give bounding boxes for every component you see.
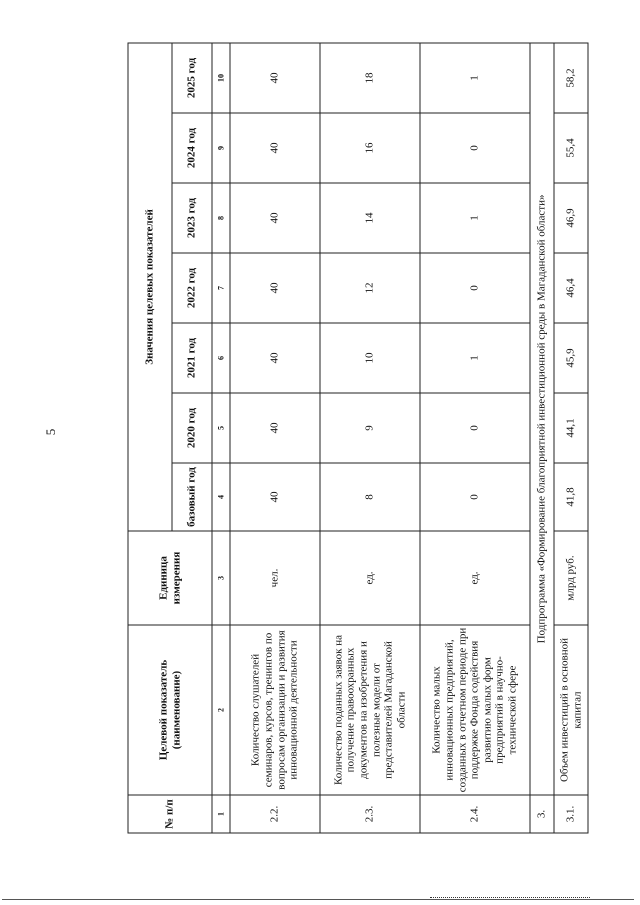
- index-cell: 9: [212, 113, 230, 183]
- row-value: 55,4: [554, 113, 588, 183]
- table-row: [554, 42, 588, 832]
- row-value: 40: [230, 393, 320, 463]
- row-indicator-name: Количество поданных заявок на получение правоохранных документов на изобретения и полезные модели от представителей Магаданской области: [320, 625, 420, 795]
- row-unit: ед.: [320, 531, 420, 625]
- header-year-2021: 2021 год: [172, 323, 212, 393]
- row-value: 41,8: [554, 463, 588, 531]
- index-row: [212, 42, 230, 832]
- row-value: 0: [420, 393, 530, 463]
- header-year-2020: 2020 год: [172, 393, 212, 463]
- index-cell: 2: [212, 625, 230, 795]
- row-unit: чел.: [230, 531, 320, 625]
- row-value: 40: [230, 253, 320, 323]
- header-base-year: базовый год: [172, 463, 212, 531]
- index-cell: 6: [212, 323, 230, 393]
- subprogram-row: [530, 42, 554, 832]
- row-value: 1: [420, 42, 530, 112]
- row-value: 0: [420, 253, 530, 323]
- row-indicator-name: Количество малых инновационных предприятий, созданных в отчетном периоде при поддержке Фонда содействия развитию малых форм предприятий в научно-технической сфере: [420, 625, 530, 795]
- row-value: 9: [320, 393, 420, 463]
- table-row: [230, 42, 320, 832]
- index-cell: 4: [212, 463, 230, 531]
- row-value: 0: [420, 463, 530, 531]
- page-number: 5: [43, 428, 58, 436]
- header-year-2024: 2024 год: [172, 113, 212, 183]
- header-indicator: Целевой показатель (наименование): [128, 625, 212, 795]
- row-value: 40: [230, 183, 320, 253]
- row-value: 46,4: [554, 253, 588, 323]
- row-num: 2.3.: [320, 795, 420, 833]
- header-year-2022: 2022 год: [172, 253, 212, 323]
- row-value: 1: [420, 323, 530, 393]
- row-indicator-name: Объем инвестиций в основной капитал: [554, 625, 588, 795]
- row-value: 40: [230, 42, 320, 112]
- index-cell: 7: [212, 253, 230, 323]
- row-indicator-name: Количество слушателей семинаров, курсов, тренингов по вопросам организации и развития инновационной деятельности: [230, 625, 320, 795]
- index-cell: 5: [212, 393, 230, 463]
- table-row: [420, 42, 530, 832]
- row-num: 2.2.: [230, 795, 320, 833]
- header-values-group: Значения целевых показателей: [128, 42, 172, 530]
- table-row: [320, 42, 420, 832]
- page-bottom-rule: [2, 899, 634, 900]
- row-num: 3.1.: [554, 795, 588, 833]
- row-value: 40: [230, 323, 320, 393]
- row-value: 58,2: [554, 42, 588, 112]
- row-value: 16: [320, 113, 420, 183]
- row-unit: ед.: [420, 531, 530, 625]
- header-row-1: [128, 42, 172, 832]
- page-bottom-dotted-rule: [430, 897, 590, 898]
- row-value: 45,9: [554, 323, 588, 393]
- row-value: 0: [420, 113, 530, 183]
- header-year-2023: 2023 год: [172, 183, 212, 253]
- row-value: 44,1: [554, 393, 588, 463]
- row-value: 1: [420, 183, 530, 253]
- row-value: 18: [320, 42, 420, 112]
- index-cell: 3: [212, 531, 230, 625]
- index-cell: 8: [212, 183, 230, 253]
- row-unit: млрд руб.: [554, 531, 588, 625]
- row-num: 2.4.: [420, 795, 530, 833]
- header-year-2025: 2025 год: [172, 42, 212, 112]
- row-value: 12: [320, 253, 420, 323]
- row-value: 40: [230, 113, 320, 183]
- index-cell: 10: [212, 42, 230, 112]
- subprogram-title: Подпрограмма «Формирование благоприятной инвестиционной среды в Магаданской области»: [530, 42, 554, 794]
- row-value: 10: [320, 323, 420, 393]
- indicators-table: [128, 42, 589, 833]
- index-cell: 1: [212, 795, 230, 833]
- row-value: 40: [230, 463, 320, 531]
- subprogram-num: 3.: [530, 795, 554, 833]
- row-value: 8: [320, 463, 420, 531]
- header-num: № п/п: [128, 795, 212, 833]
- row-value: 14: [320, 183, 420, 253]
- indicators-table-wrapper: [128, 43, 583, 833]
- row-value: 46,9: [554, 183, 588, 253]
- header-unit: Единица измерения: [128, 531, 212, 625]
